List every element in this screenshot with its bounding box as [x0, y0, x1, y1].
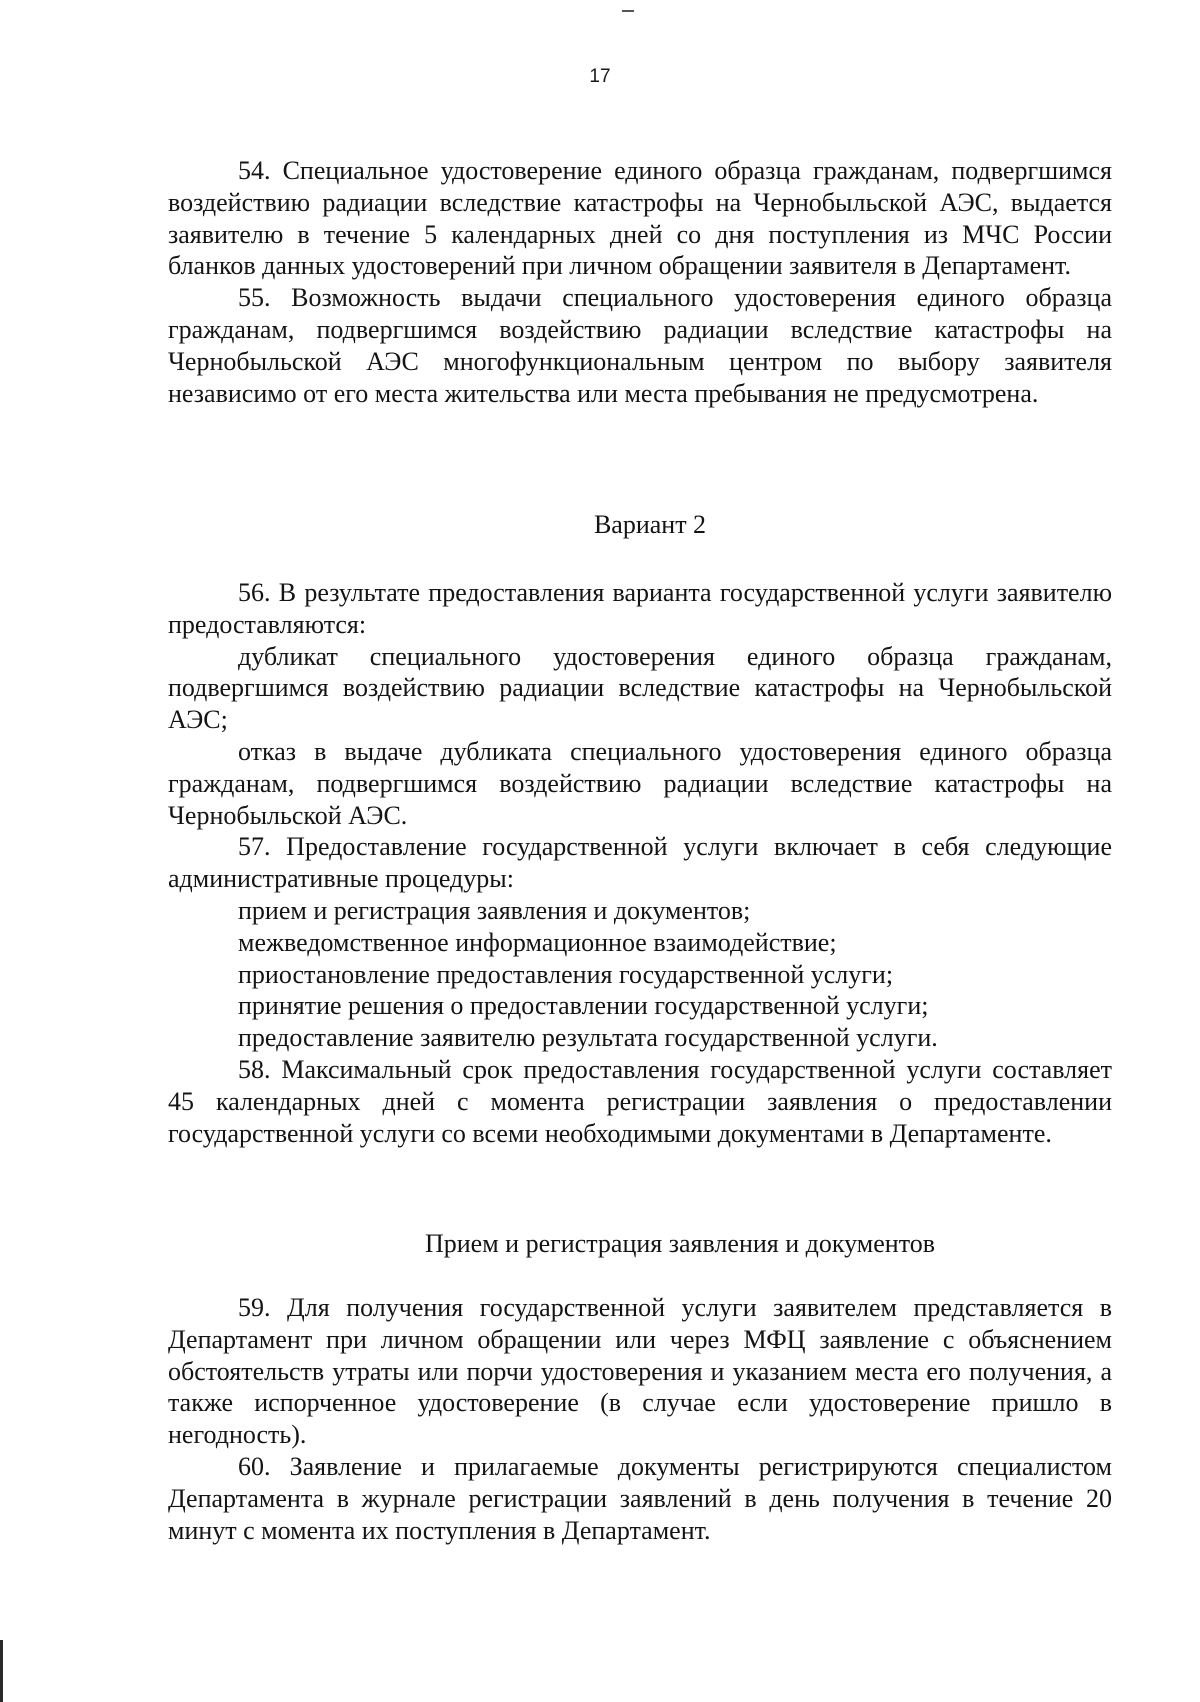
page-number: 17	[589, 66, 611, 87]
paragraph-57-item-2: межведомственное информационное взаимодействие;	[238, 927, 837, 957]
paragraph-57-item-1: прием и регистрация заявления и документов;	[238, 895, 751, 925]
heading-reception: Прием и регистрация заявления и документов	[424, 1229, 936, 1258]
paragraph-57-item-4: принятие решения о предоставлении государственной услуги;	[238, 991, 929, 1021]
paragraph-58: 58. Максимальный срок предоставления государственной услуги составляет 45 календарных дней с момента регистрации заявления о предоставлении государственной услуги со всеми необходимыми документами в Департаменте.	[168, 1054, 1112, 1148]
paragraph-56-item-2: отказ в выдаче дубликата специального удостоверения единого образца гражданам, подвергшимся воздействию радиации вследствие катастрофы на Чернобыльской АЭС.	[168, 736, 1112, 830]
paragraph-54: 54. Специальное удостоверение единого образца гражданам, подвергшимся воздействию радиации вследствие катастрофы на Чернобыльской АЭС, выдается заявителю в течение 5 календарных дней со дня поступления из МЧС России бланков данных удостоверений при личном обращении заявителя в Департамент.	[168, 156, 1112, 281]
paragraph-57: 57. Предоставление государственной услуги включает в себя следующие административные процедуры:	[168, 832, 1112, 894]
paragraph-60: 60. Заявление и прилагаемые документы регистрируются специалистом Департамента в журнале регистрации заявлений в день получения в течение 20 минут с момента их поступления в Департамент.	[168, 1451, 1112, 1545]
section-reception	[168, 1292, 1112, 1546]
section-variant-1-tail	[168, 155, 1112, 409]
scan-mark	[622, 10, 634, 12]
paragraph-59: 59. Для получения государственной услуги заявителем представляется в Департамент при личном обращении или через МФЦ заявление с объяснением обстоятельств утраты или порчи удостоверения и указанием места его получения, а также испорченное удостоверение (в случае если удостоверение пришло в негодность).	[168, 1293, 1112, 1450]
heading-variant-2: Вариант 2	[593, 510, 707, 539]
scan-edge-mark	[0, 1640, 3, 1702]
paragraph-57-item-5: предоставление заявителю результата государственной услуги.	[238, 1023, 938, 1053]
paragraph-56-item-1: дубликат специального удостоверения единого образца гражданам, подвергшимся воздействию радиации вследствие катастрофы на Чернобыльской АЭС;	[168, 641, 1112, 735]
paragraph-55: 55. Возможность выдачи специального удостоверения единого образца гражданам, подвергшимся воздействию радиации вследствие катастрофы на Чернобыльской АЭС многофункциональным центром по выбору заявителя независимо от его места жительства или места пребывания не предусмотрена.	[168, 283, 1112, 408]
section-variant-2	[168, 577, 1112, 1149]
paragraph-56: 56. В результате предоставления варианта государственной услуги заявителю предоставляются:	[168, 578, 1112, 639]
paragraph-57-item-3: приостановление предоставления государственной услуги;	[238, 959, 894, 989]
